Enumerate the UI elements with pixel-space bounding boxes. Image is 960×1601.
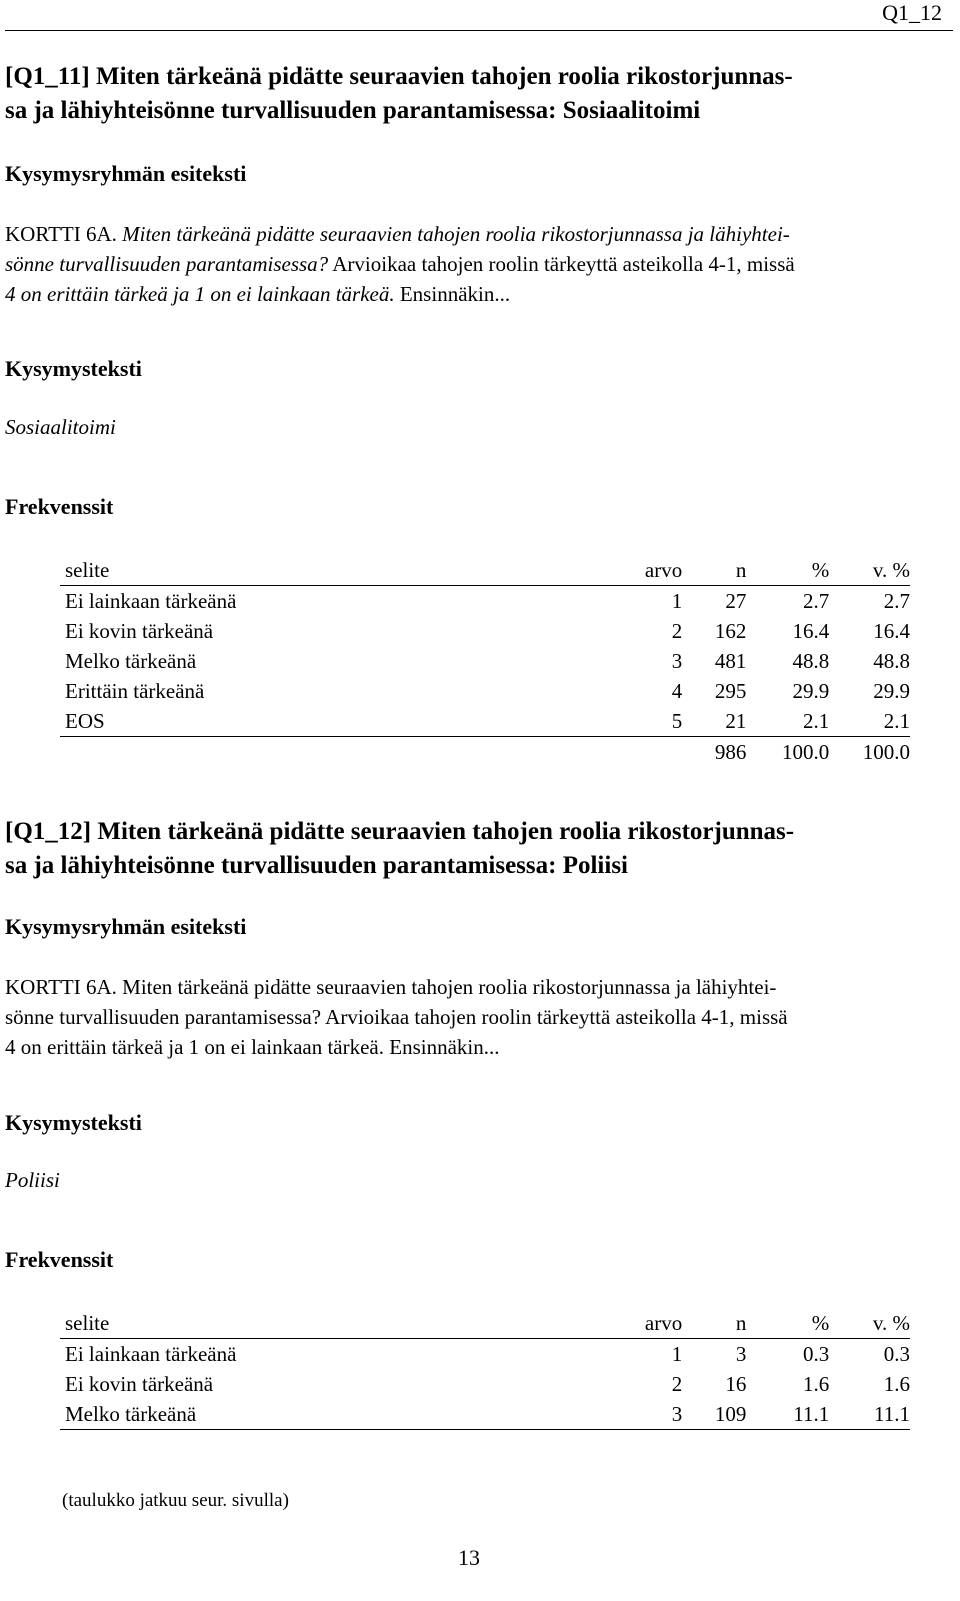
section-1-group-text-line2-roman: Arvioikaa tahojen roolin tärkeyttä asteikolla 4-1, missä [328,252,795,276]
cell-selite: Ei kovin tärkeänä [65,1372,214,1396]
table-row [60,646,910,676]
cell-pct: 29.9 [792,679,830,703]
col-header-arvo: arvo [552,555,682,586]
col-header-vpct: v. % [829,555,910,586]
col-header-vpct: v. % [829,1308,910,1339]
table-total-row [60,737,910,768]
table-row [60,676,910,706]
cell-n: 27 [725,589,747,613]
col-header-selite: selite [60,1308,552,1339]
section-1-group-text-line2-italic: sönne turvallisuuden parantamisessa? [5,252,329,276]
section-1-group-heading: Kysymysryhmän esiteksti [5,161,247,186]
cell-arvo: 3 [671,649,683,673]
cell-selite: Ei kovin tärkeänä [65,619,214,643]
section-2-title-line2: sa ja lähiyhteisönne turvallisuuden parantamisessa: Poliisi [5,852,628,879]
cell-selite: Melko tärkeänä [60,1399,552,1430]
section-2-group-heading: Kysymysryhmän esiteksti [5,914,247,939]
cell-pct: 48.8 [792,649,830,673]
section-1-group-text [5,219,955,309]
cell-vpct: 2.7 [883,589,910,613]
section-1-group-text-line1-italic: Miten tärkeänä pidätte seuraavien tahojen roolia rikostorjunnassa ja lähiyhtei- [116,222,790,246]
section-1-group-text-line3 [5,279,955,309]
cell-n: 109 [682,1399,746,1430]
section-2-freq-heading: Frekvenssit [5,1247,114,1272]
cell-vpct: 1.6 [883,1372,910,1396]
page-number: 13 [458,1545,480,1570]
table-row [60,706,910,737]
table-row [60,616,910,646]
cell-n: 162 [714,619,747,643]
section-1-group-text-line1 [5,219,955,249]
cell-pct: 16.4 [792,619,830,643]
cell-n: 295 [714,679,747,703]
cell-n: 21 [682,706,746,737]
cell-total-pct: 100.0 [781,740,830,764]
cell-arvo: 2 [671,1372,683,1396]
section-1-question-heading: Kysymysteksti [5,356,142,381]
cell-pct: 2.7 [802,589,830,613]
cell-arvo: 1 [671,589,683,613]
cell-vpct: 48.8 [873,649,910,673]
section-2-title [5,815,953,883]
col-header-n: n [682,555,746,586]
section-1-group-text-line3-italic: 4 on erittäin tärkeä ja 1 on ei lainkaan tärkeä. [5,282,395,306]
table-row [60,1339,910,1370]
section-1-title-line1: [Q1_11] Miten tärkeänä pidätte seuraavien tahojen roolia rikostorjunnas- [5,63,793,90]
section-2-question-text: Poliisi [5,1168,60,1192]
cell-arvo: 4 [671,679,683,703]
frequency-table-1 [60,555,910,767]
section-1-group-text-line2 [5,249,955,279]
cell-selite: Ei lainkaan tärkeänä [65,589,237,613]
cell-vpct: 29.9 [873,679,910,703]
cell-selite: EOS [60,706,552,737]
cell-total-n: 986 [714,740,747,764]
cell-arvo: 3 [552,1399,682,1430]
table-header-row [60,1308,910,1339]
section-1-group-text-line3-roman: Ensinnäkin... [394,282,511,306]
col-header-pct: % [746,1308,829,1339]
cell-n: 481 [714,649,747,673]
cell-vpct: 0.3 [883,1342,910,1366]
section-1-freq-heading: Frekvenssit [5,494,114,519]
col-header-n: n [682,1308,746,1339]
col-header-arvo: arvo [552,1308,682,1339]
cell-pct: 1.6 [802,1372,830,1396]
col-header-selite: selite [60,555,552,586]
continuation-note: (taulukko jatkuu seur. sivulla) [62,1490,289,1511]
table-row [60,1369,910,1399]
cell-arvo: 2 [671,619,683,643]
cell-pct: 2.1 [746,706,829,737]
section-1-title-line2: sa ja lähiyhteisönne turvallisuuden parantamisessa: Sosiaalitoimi [5,97,701,124]
running-header: Q1_12 [882,0,942,25]
cell-vpct: 2.1 [829,706,910,737]
cell-arvo: 1 [671,1342,683,1366]
cell-arvo: 5 [552,706,682,737]
cell-n: 16 [725,1372,747,1396]
cell-selite: Melko tärkeänä [65,649,197,673]
cell-n: 3 [735,1342,747,1366]
frequency-table-2 [60,1308,910,1430]
cell-pct: 0.3 [802,1342,830,1366]
cell-total-label [60,737,552,768]
table-row [60,586,910,617]
cell-total-arvo [552,737,682,768]
table-header-row [60,555,910,586]
section-2-question-heading: Kysymysteksti [5,1110,142,1135]
cell-selite: Ei lainkaan tärkeänä [65,1342,237,1366]
section-1-title [5,60,953,128]
section-2-group-text-line2: sönne turvallisuuden parantamisessa? Arvioikaa tahojen roolin tärkeyttä asteikolla 4-1, missä [5,1005,788,1029]
cell-pct: 11.1 [746,1399,829,1430]
col-header-pct: % [746,555,829,586]
cell-selite: Erittäin tärkeänä [65,679,205,703]
section-2-group-text-line1: KORTTI 6A. Miten tärkeänä pidätte seuraavien tahojen roolia rikostorjunnassa ja lähiyhtei- [5,975,777,999]
section-1-group-text-roman: KORTTI 6A. [5,222,117,246]
section-2-group-text-line3: 4 on erittäin tärkeä ja 1 on ei lainkaan tärkeä. Ensinnäkin... [5,1035,500,1059]
section-2-group-text [5,972,955,1062]
cell-vpct: 11.1 [829,1399,910,1430]
section-2-title-line1: [Q1_12] Miten tärkeänä pidätte seuraavien tahojen roolia rikostorjunnas- [5,818,795,845]
table-row [60,1399,910,1430]
cell-vpct: 16.4 [873,619,910,643]
cell-total-vpct: 100.0 [862,740,910,764]
section-1-question-text: Sosiaalitoimi [5,415,116,439]
header-rule [5,30,953,31]
